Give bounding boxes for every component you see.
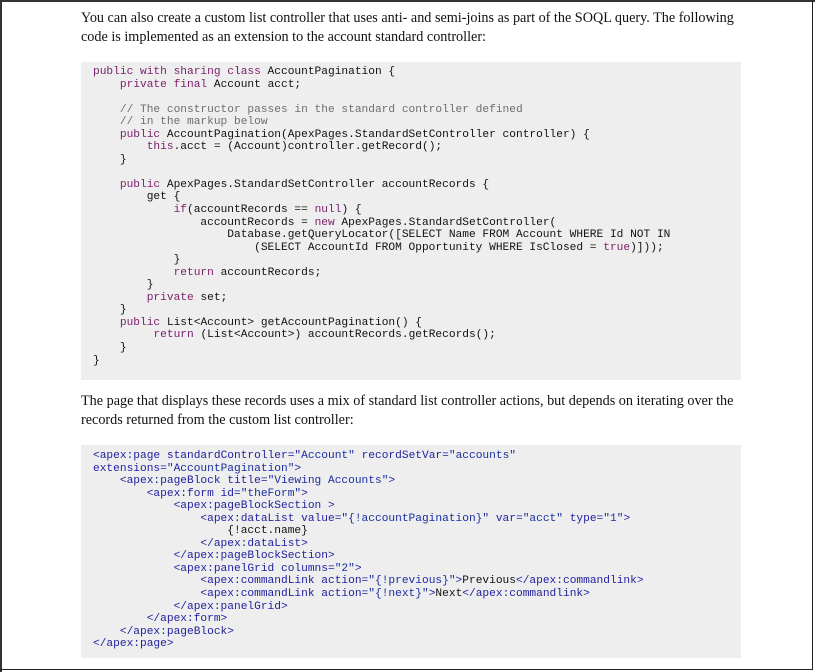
markup-code-line: [93, 525, 741, 538]
code-token: List<Account> getAccountPagination() {: [160, 316, 422, 329]
code-token: extensions=: [93, 462, 167, 475]
code-token: >: [294, 462, 302, 475]
code-token: public: [119, 178, 161, 191]
code-token: "Account": [294, 450, 355, 462]
code-token: "theForm": [240, 487, 302, 500]
code-token: null: [314, 204, 342, 217]
apex-code-line: [93, 154, 741, 167]
markup-code-line: [93, 588, 741, 601]
code-token: }: [93, 354, 100, 367]
markup-code-line: [93, 626, 741, 639]
code-token: true: [603, 241, 631, 254]
code-token: var=: [489, 512, 523, 525]
apex-code-line: [93, 79, 741, 92]
code-token: </apex:commandlink>: [515, 575, 644, 588]
code-token: <apex:dataList value=: [93, 512, 342, 525]
code-token: [93, 141, 147, 153]
code-token: }: [93, 342, 127, 355]
markup-code-line: [93, 500, 741, 513]
apex-code-line: [93, 229, 741, 242]
code-token: public: [119, 128, 161, 141]
code-token: set;: [193, 291, 228, 304]
code-token: [93, 267, 174, 279]
code-token: [93, 79, 120, 91]
apex-code-line: [93, 104, 741, 117]
code-token: recordSetVar=: [354, 450, 449, 462]
apex-code-line: [93, 329, 741, 342]
code-token: private: [146, 291, 194, 304]
code-token: if: [173, 204, 188, 217]
apex-code-line: [93, 129, 741, 142]
code-token: [93, 329, 153, 341]
code-token: >: [455, 575, 463, 588]
code-token: (List<Account>) accountRecords.getRecords();: [193, 329, 496, 342]
code-token: ApexPages.StandardSetController accountRecords {: [160, 178, 490, 191]
code-token: >: [388, 475, 396, 488]
markup-code-line: [93, 638, 741, 651]
code-token: ApexPages.StandardSetController(: [334, 216, 557, 229]
code-token: "AccountPagination": [166, 462, 295, 475]
markup-code-line: [93, 475, 741, 488]
code-token: [93, 179, 120, 191]
code-token: get {: [93, 191, 181, 204]
markup-code-line: [93, 575, 741, 588]
apex-code-line: [93, 204, 741, 217]
code-token: <apex:pageBlock title=: [93, 475, 268, 488]
code-token: [93, 292, 147, 304]
code-token: AccountPagination {: [260, 66, 396, 78]
markup-code-line: [93, 488, 741, 501]
code-token: standardController=: [166, 450, 295, 462]
code-token: {!acct.name}: [93, 525, 308, 538]
code-token: "{!next}": [368, 588, 429, 601]
code-token: [93, 129, 120, 141]
code-token: .acct = (Account)controller.getRecord();: [173, 141, 443, 154]
code-token: // in the markup below: [93, 116, 268, 129]
code-token: new: [314, 216, 335, 229]
code-token: type=: [562, 512, 604, 525]
code-token: </apex:page>: [93, 638, 174, 651]
code-token: }: [93, 153, 127, 166]
code-token: "1": [603, 512, 624, 525]
code-token: <apex:panelGrid columns=: [93, 562, 335, 575]
apex-code-line: [93, 179, 741, 192]
markup-code-line: [93, 550, 741, 563]
code-token: return: [173, 266, 214, 279]
code-token: (SELECT AccountId FROM Opportunity WHERE IsClosed =: [93, 241, 604, 254]
code-token: accountRecords;: [213, 266, 322, 279]
code-token: return: [153, 329, 194, 342]
apex-code-line: [93, 217, 741, 230]
code-token: "2": [334, 562, 355, 575]
code-token: </apex:commandlink>: [462, 588, 590, 601]
apex-code-line: [93, 141, 741, 154]
code-token: "accounts": [448, 450, 516, 462]
apex-code-line: [93, 242, 741, 255]
apex-code-line: [93, 355, 741, 368]
markup-code-line: [93, 538, 741, 551]
code-token: </apex:pageBlockSection>: [93, 550, 335, 563]
visualforce-code-block: [81, 445, 741, 658]
code-token: </apex:panelGrid>: [93, 600, 288, 613]
apex-code-line: [93, 254, 741, 267]
apex-code-line: [93, 292, 741, 305]
page-description-paragraph: The page that displays these records uses a mix of standard list controller actions, but depends on iterating over the records returned from the custom list controller:: [81, 393, 734, 428]
markup-code-line: [93, 613, 741, 626]
code-token: </apex:dataList>: [93, 537, 308, 550]
code-token: >: [623, 512, 631, 525]
code-token: "{!previous}": [368, 575, 456, 588]
apex-code-block: [81, 62, 741, 380]
code-token: <apex:commandLink action=: [93, 588, 369, 601]
code-token: "{!accountPagination}": [341, 512, 490, 525]
code-token: <apex:form id=: [93, 487, 241, 500]
code-token: )]));: [630, 241, 664, 254]
code-token: "Viewing Accounts": [267, 475, 389, 488]
code-token: }: [93, 304, 127, 317]
code-token: accountRecords =: [93, 216, 315, 229]
apex-code-line: [93, 304, 741, 317]
code-token: this: [146, 141, 174, 154]
code-token: <apex:pageBlockSection >: [93, 500, 335, 513]
code-token: Account acct;: [207, 78, 302, 91]
code-token: ) {: [341, 204, 362, 217]
markup-code-line: [93, 601, 741, 614]
markup-code-line: [93, 563, 741, 576]
code-token: <apex:page: [93, 450, 167, 462]
apex-code-line: [93, 191, 741, 204]
code-token: Next: [435, 588, 463, 601]
code-token: AccountPagination(ApexPages.StandardSetController controller) {: [160, 128, 590, 141]
code-token: private final: [119, 78, 208, 91]
code-token: }: [93, 254, 181, 267]
markup-code-line: [93, 450, 741, 463]
code-token: Previous: [462, 575, 516, 588]
apex-code-line: [93, 116, 741, 129]
code-token: "acct": [522, 512, 563, 525]
code-token: }: [93, 279, 154, 292]
code-token: public with sharing class: [93, 66, 261, 78]
code-token: Database.getQueryLocator([SELECT Name FROM Account WHERE Id NOT IN: [93, 229, 671, 242]
code-token: </apex:form>: [93, 613, 228, 626]
code-token: public: [119, 316, 161, 329]
code-token: // The constructor passes in the standard controller defined: [93, 103, 523, 116]
code-token: >: [354, 562, 362, 575]
apex-code-line: [93, 342, 741, 355]
apex-code-line: [93, 91, 741, 104]
code-token: >: [301, 487, 308, 500]
apex-code-line: [93, 267, 741, 280]
code-token: >: [428, 588, 436, 601]
code-token: <apex:commandLink action=: [93, 575, 369, 588]
markup-code-line: [93, 513, 741, 526]
code-token: [93, 204, 174, 216]
code-token: </apex:pageBlock>: [93, 625, 234, 638]
markup-code-line: [93, 463, 741, 476]
apex-code-line: [93, 279, 741, 292]
code-token: [93, 317, 120, 329]
apex-code-line: [93, 66, 741, 79]
apex-code-line: [93, 166, 741, 179]
code-token: (accountRecords ==: [187, 204, 315, 217]
apex-code-line: [93, 317, 741, 330]
intro-paragraph: You can also create a custom list controller that uses anti- and semi-joins as part of the SOQL query. The following code is implemented as an extension to the account standard controller:: [81, 10, 734, 45]
